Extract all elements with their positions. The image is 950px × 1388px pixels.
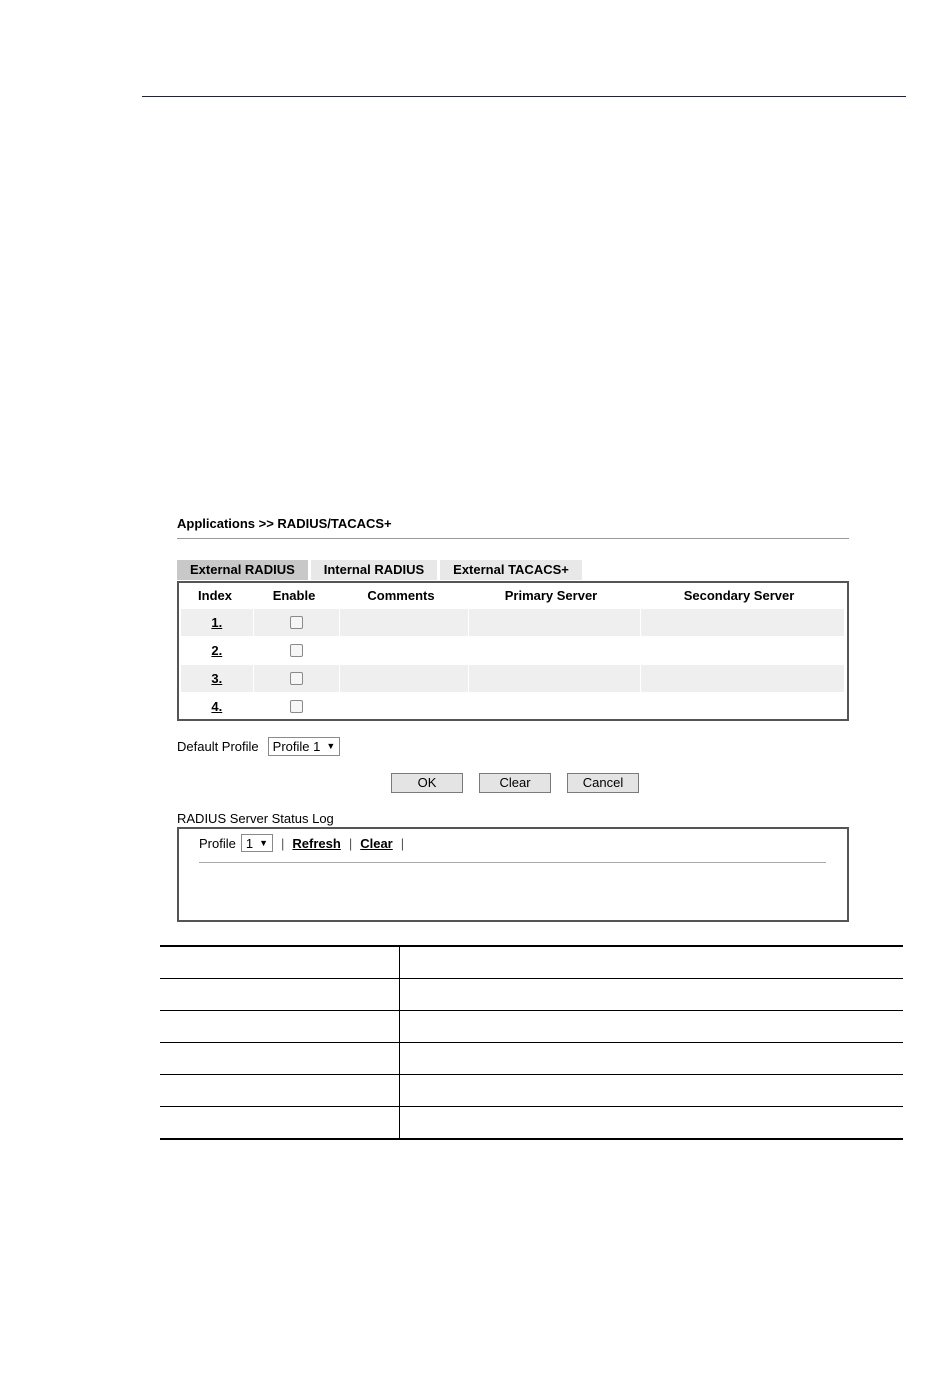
primary-server-cell	[469, 665, 640, 692]
secondary-server-cell	[641, 693, 844, 720]
enable-checkbox[interactable]	[290, 644, 303, 657]
secondary-server-cell	[641, 665, 844, 692]
table-row	[181, 693, 845, 720]
clear-button[interactable]: Clear	[479, 773, 551, 793]
primary-server-cell	[469, 693, 640, 720]
profile-index-link[interactable]: 4.	[211, 699, 223, 714]
profile-index-link[interactable]: 3.	[211, 671, 223, 686]
separator: |	[348, 835, 353, 851]
table-row	[160, 1043, 903, 1075]
separator: |	[281, 835, 285, 851]
comments-cell	[340, 637, 467, 664]
comments-cell	[340, 665, 467, 692]
table-row	[181, 609, 845, 636]
log-clear-link[interactable]: Clear	[360, 835, 393, 851]
ok-button[interactable]: OK	[391, 773, 463, 793]
header-comments: Comments	[367, 588, 435, 603]
description-table	[160, 945, 903, 1140]
default-profile-field	[177, 736, 340, 756]
default-profile-value: Profile 1	[272, 738, 321, 754]
table-row	[160, 946, 903, 979]
caret-down-icon: ▼	[259, 838, 269, 848]
tab-external-radius[interactable]: External RADIUS	[177, 560, 308, 580]
profile-index-link[interactable]: 1.	[211, 615, 223, 630]
primary-server-cell	[469, 637, 640, 664]
table-row	[181, 665, 845, 692]
log-profile-value: 1	[245, 835, 254, 851]
log-profile-select[interactable]	[241, 834, 273, 852]
separator: |	[400, 835, 405, 851]
table-row	[181, 637, 845, 664]
header-secondary-server: Secondary Server	[683, 588, 795, 603]
table-row	[160, 1075, 903, 1107]
primary-server-cell	[469, 609, 640, 636]
default-profile-select[interactable]	[268, 737, 341, 756]
status-log-title: RADIUS Server Status Log	[177, 811, 334, 826]
tab-internal-radius[interactable]: Internal RADIUS	[311, 560, 437, 580]
log-profile-label: Profile	[199, 835, 236, 851]
enable-checkbox[interactable]	[290, 700, 303, 713]
comments-cell	[340, 693, 467, 720]
caret-down-icon: ▼	[326, 741, 336, 751]
table-row	[160, 979, 903, 1011]
server-profile-table	[177, 581, 849, 721]
default-profile-label: Default Profile	[177, 738, 259, 754]
comments-cell	[340, 609, 467, 636]
status-log-divider	[199, 862, 826, 863]
profile-index-link[interactable]: 2.	[211, 643, 223, 658]
table-row	[160, 1011, 903, 1043]
refresh-link[interactable]: Refresh	[292, 835, 341, 851]
table-header	[179, 583, 847, 609]
header-index: Index	[198, 588, 232, 603]
action-buttons	[391, 773, 655, 793]
cancel-button[interactable]: Cancel	[567, 773, 639, 793]
secondary-server-cell	[641, 609, 844, 636]
header-primary-server: Primary Server	[504, 588, 598, 603]
header-enable: Enable	[272, 588, 316, 603]
table-row	[160, 1107, 903, 1140]
enable-checkbox[interactable]	[290, 672, 303, 685]
breadcrumb-divider	[177, 538, 849, 539]
breadcrumb: Applications >> RADIUS/TACACS+	[177, 516, 392, 531]
tab-bar	[177, 560, 585, 580]
radius-tacacs-panel	[177, 514, 849, 851]
status-log-panel	[177, 827, 849, 922]
page-header-rule	[142, 96, 906, 97]
tab-external-tacacs[interactable]: External TACACS+	[440, 560, 582, 580]
secondary-server-cell	[641, 637, 844, 664]
status-log-toolbar	[199, 834, 412, 852]
enable-checkbox[interactable]	[290, 616, 303, 629]
